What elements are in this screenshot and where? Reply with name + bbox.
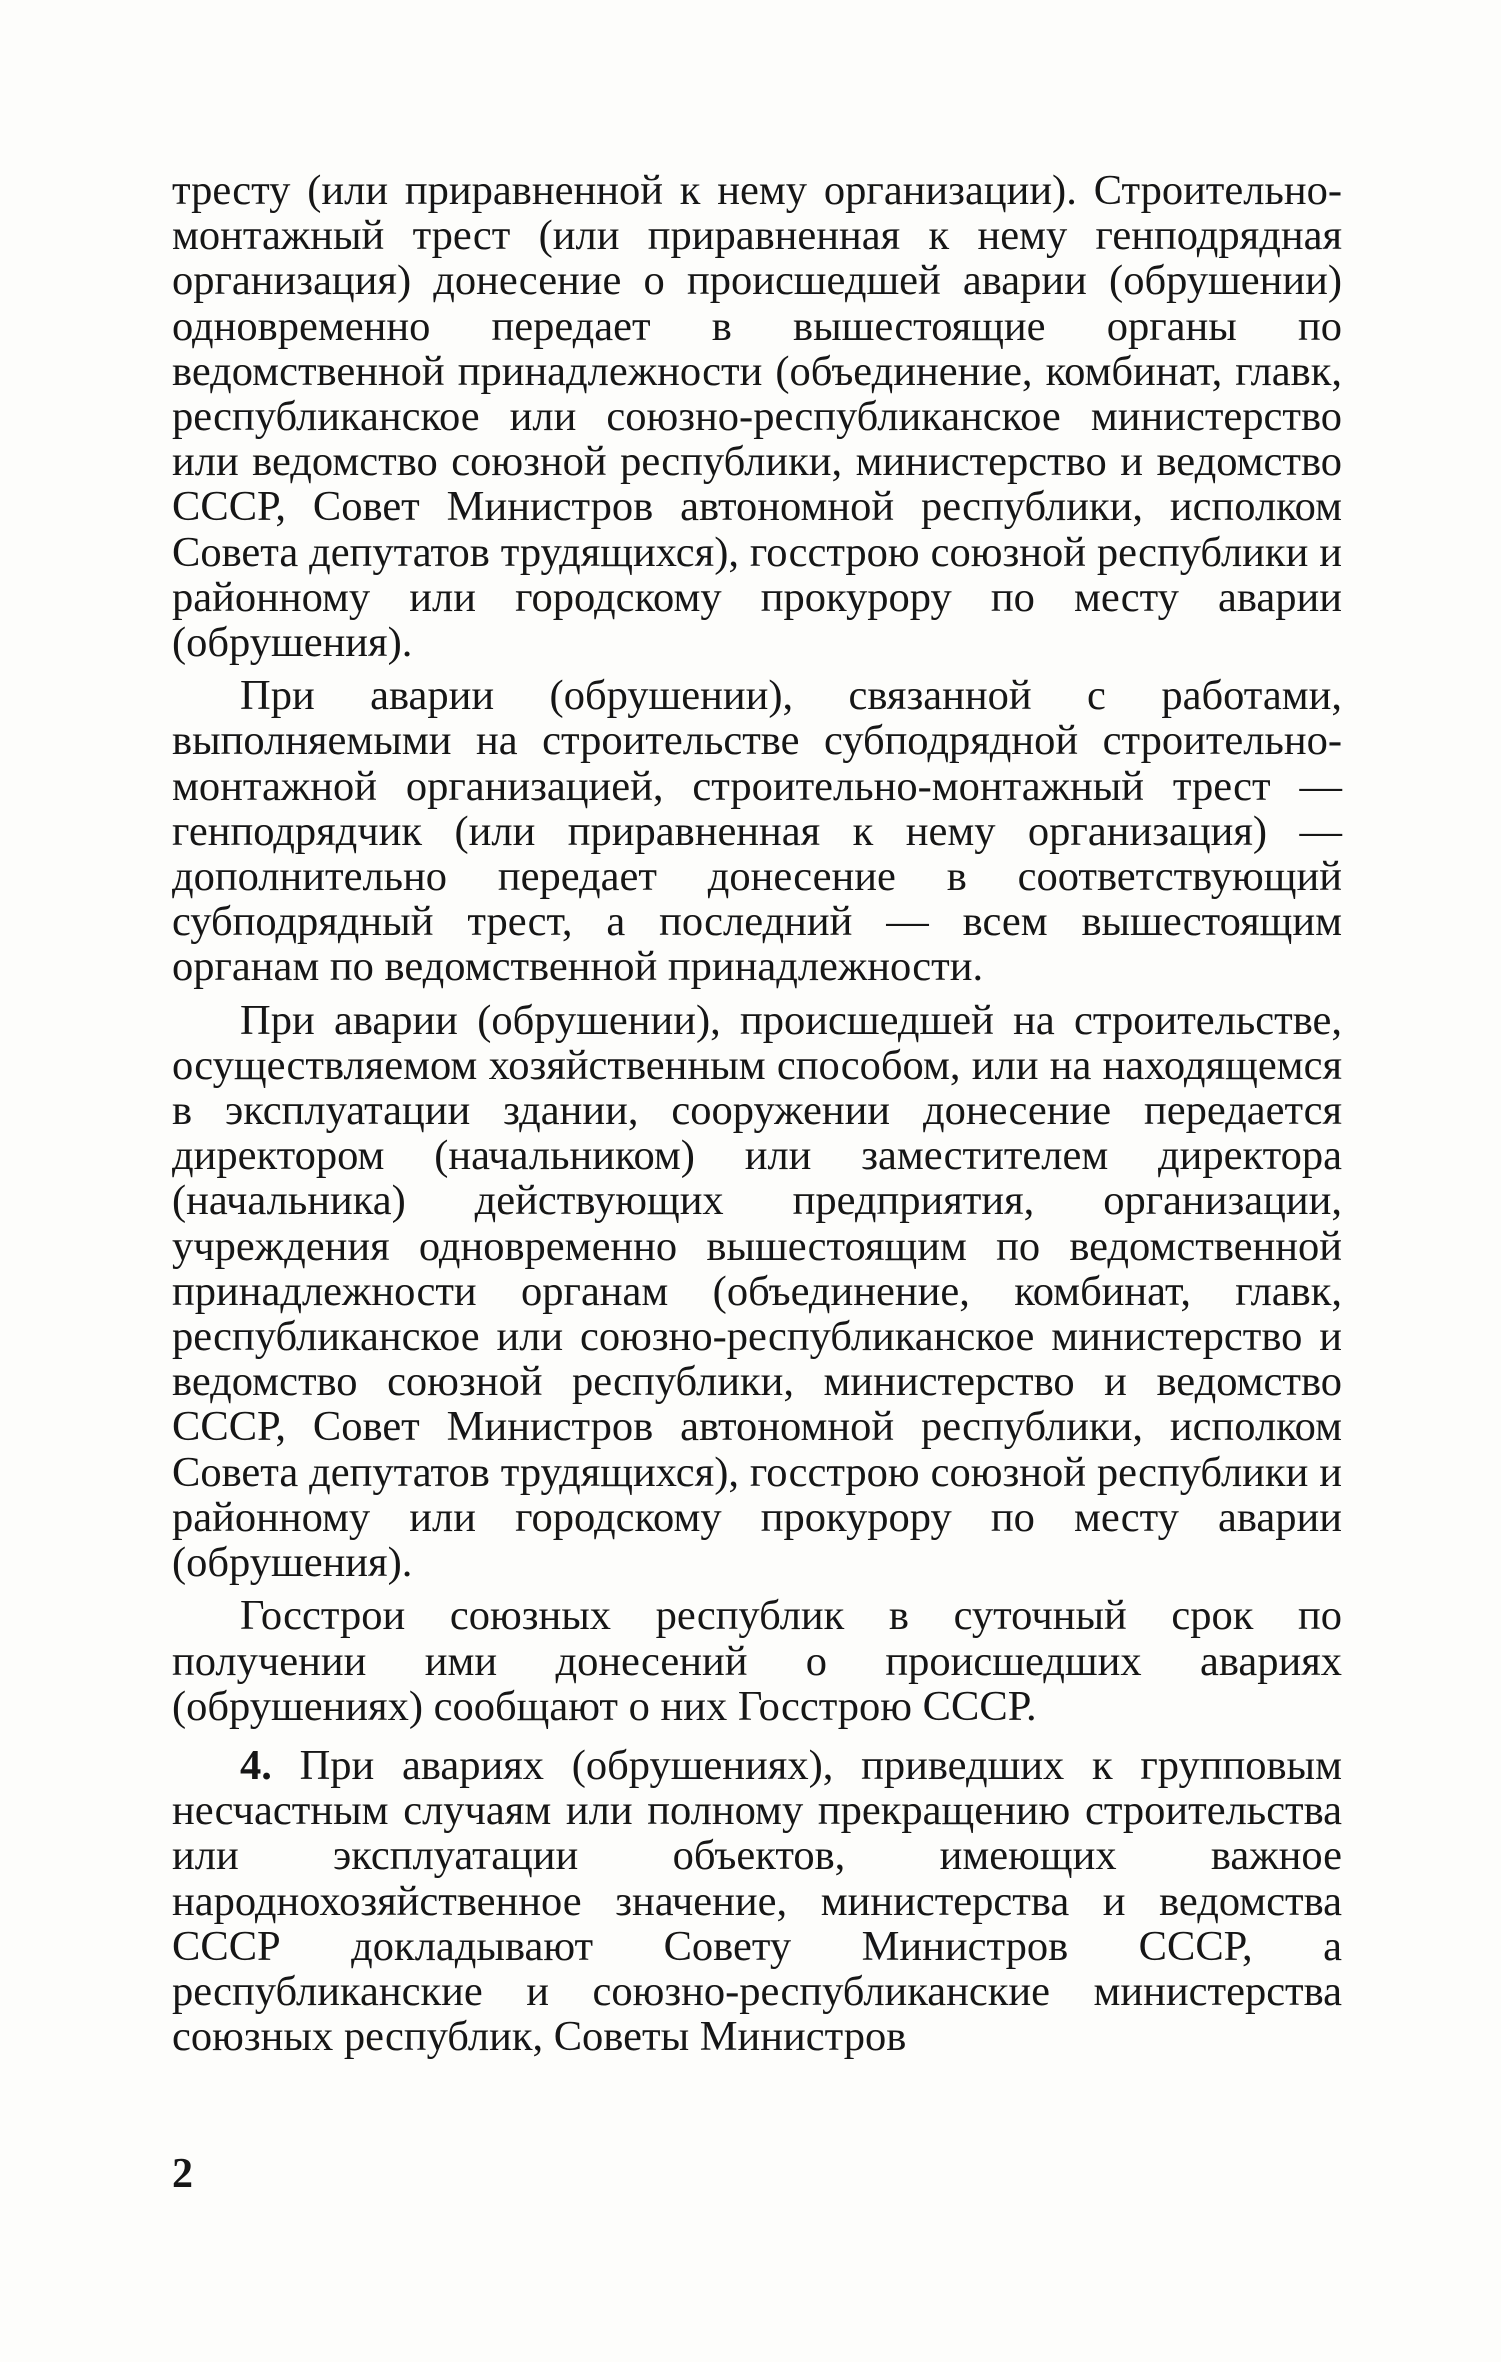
numbered-item-4 (172, 1743, 1342, 2059)
paragraph-continuation: тресту (или приравненной к нему организации). Строительно-монтажный трест (или приравненная к нему генподрядная организация) донесение о происшедшей аварии (обрушении) одновременно передает в вышестоящие органы по ведомственной принадлежности (объединение, комбинат, главк, республиканское или союзно-республиканское министерство или ведомство союзной республики, министерство и ведомство СССР, Совет Министров автономной республики, исполком Совета депутатов трудящихся), госстрою союзной республики и районному или городскому прокурору по месту аварии (обрушения). (172, 167, 1342, 667)
page-number: 2 (172, 2151, 193, 2197)
paragraph-gosstroi: Госстрои союзных республик в суточный срок по получении ими донесений о происшедших авариях (обрушениях) сообщают о них Госстрою СССР. (172, 1592, 1342, 1730)
paragraph-economic-method: При аварии (обрушении), происшедшей на строительстве, осуществляемом хозяйственным способом, или на находящемся в эксплуатации здании, сооружении донесение передается директором (начальником) или заместителем директора (начальника) действующих предприятия, организации, учреждения одновременно вышестоящим по ведомственной принадлежности органам (объединение, комбинат, главк, республиканское или союзно-республиканское министерство и ведомство союзной республики, министерство и ведомство СССР, Совет Министров автономной республики, исполком Совета депутатов трудящихся), госстрою союзной республики и районному или городскому прокурору по месту аварии (обрушения). (172, 996, 1342, 1587)
item-text: При авариях (обрушениях), приведших к групповым несчастным случаям или полному прекращению строительства или эксплуатации объектов, имеющих важное народнохозяйственное значение, министерства и ведомства СССР докладывают Совету Министров СССР, а республиканские и союзно-республиканские министерства союзных республик, Советы Министров (172, 1741, 1342, 2061)
item-number: 4. (240, 1741, 272, 1789)
body-text (172, 168, 1342, 2059)
paragraph-subcontract: При аварии (обрушении), связанной с работами, выполняемыми на строительстве субподрядной строительно-монтажной организацией, строительно-монтажный трест — генподрядчик (или приравненная к нему организация) — дополнительно передает донесение в соответствующий субподрядный трест, а последний — всем вышестоящим органам по ведомственной принадлежности. (172, 672, 1342, 991)
